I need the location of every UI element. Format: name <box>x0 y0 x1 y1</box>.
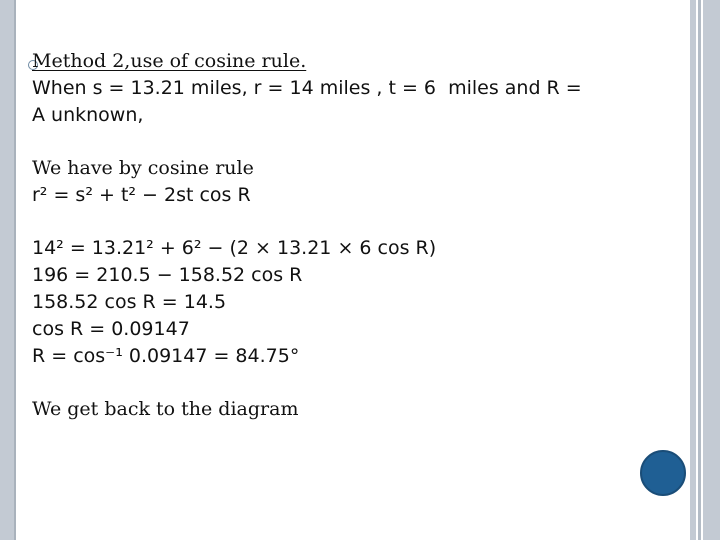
step-5: R = cos⁻¹ 0.09147 = 84.75° <box>32 345 300 367</box>
cosine-rule-formula: r² = s² + t² − 2st cos R <box>32 184 251 206</box>
step-2: 196 = 210.5 − 158.52 cos R <box>32 264 303 286</box>
step-4: cos R = 0.09147 <box>32 318 190 340</box>
step-1: 14² = 13.21² + 6² − (2 × 13.21 × 6 cos R) <box>32 237 437 259</box>
given-line-2: A unknown, <box>32 104 144 126</box>
left-frame-bar <box>0 0 16 540</box>
given-line-1: When s = 13.21 miles, r = 14 miles , t = 6 miles and R = <box>32 77 582 99</box>
slide-nav-button[interactable] <box>640 450 686 496</box>
closing-text: We get back to the diagram <box>32 398 299 420</box>
slide-title: Method 2,use of cosine rule. <box>32 50 307 72</box>
right-frame-bar-inner <box>703 0 720 540</box>
step-3: 158.52 cos R = 14.5 <box>32 291 227 313</box>
right-frame-bar-outer <box>690 0 696 540</box>
slide-content <box>32 48 652 423</box>
intro-text: We have by cosine rule <box>32 157 254 179</box>
right-frame-bar-middle <box>698 0 701 540</box>
right-frame-bars <box>690 0 720 540</box>
